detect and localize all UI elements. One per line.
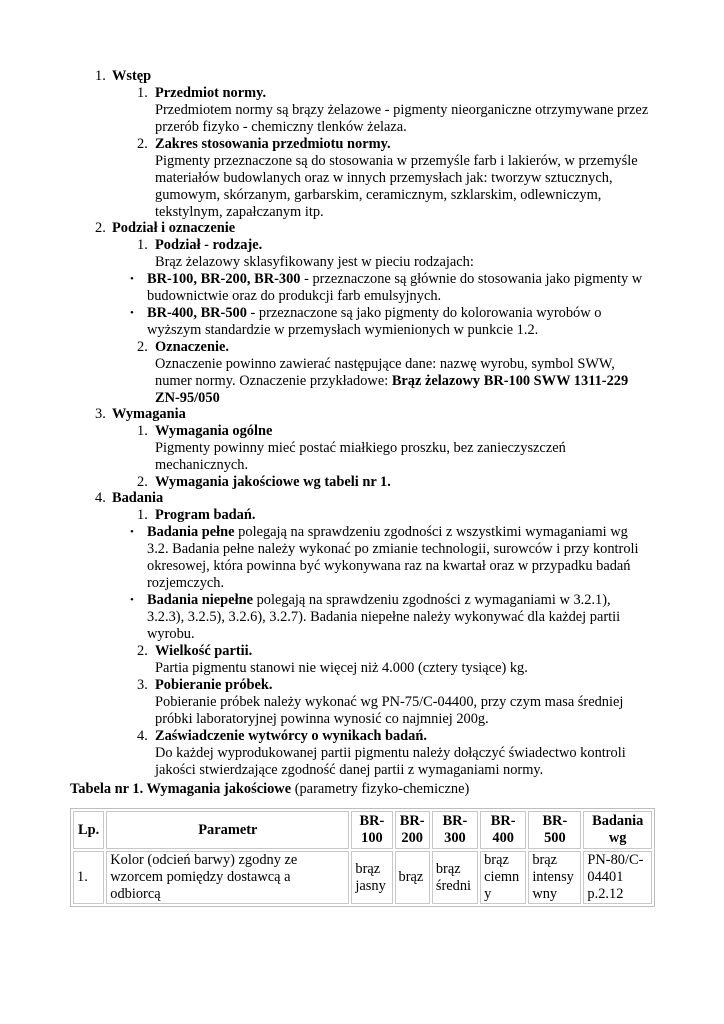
- section-4-2-title: Wielkość partii.: [155, 643, 253, 659]
- section-4-1-number: 1.: [137, 507, 148, 523]
- paragraph-line: Oznaczenie powinno zawierać następujące dane: nazwę wyrobu, symbol SWW,: [155, 356, 615, 372]
- cell-badania: [583, 851, 652, 904]
- bullet-marker: •: [130, 273, 134, 285]
- bullet-marker: •: [130, 526, 134, 538]
- cell-text: brąz: [355, 860, 381, 877]
- section-4-1-title: Program badań.: [155, 507, 256, 523]
- bullet-marker: •: [130, 594, 134, 606]
- paragraph-line: tekstylnym, zapałczanym itp.: [155, 204, 324, 220]
- cell-br-200: brąz: [395, 851, 430, 904]
- bullet-line: [147, 592, 611, 609]
- section-1-title: Wstęp: [112, 68, 152, 84]
- paragraph-line: Partia pigmentu stanowi nie więcej niż 4.000 (cztery tysiące) kg.: [155, 660, 528, 676]
- section-1-2-title: Zakres stosowania przedmiotu normy.: [155, 136, 391, 152]
- bullet-line: [147, 524, 628, 541]
- paragraph-line: Pigmenty przeznaczone są do stosowania w przemyśle farb i lakierów, w przemyśle: [155, 153, 638, 169]
- bullet-line: 3.2. Badania pełne należy wykonać po zmianie technologii, surowców i przy kontroli: [147, 541, 639, 557]
- section-2-number: 2.: [95, 220, 106, 236]
- header-text: 400: [492, 830, 514, 846]
- cell-text: 04401: [587, 869, 624, 885]
- header-text: BR-: [359, 813, 385, 829]
- section-4-4-title: Zaświadczenie wytwórcy o wynikach badań.: [155, 728, 427, 744]
- section-3-1-title: Wymagania ogólne: [155, 423, 273, 439]
- cell-text: wny: [532, 886, 558, 902]
- bullet-line: rozjemczych.: [147, 575, 225, 591]
- paragraph-line: gumowym, skórzanym, garbarskim, ceramicznym, szklarskim, odlewniczym,: [155, 187, 602, 203]
- paragraph-line: Brąz żelazowy sklasyfikowany jest w pieciu rodzajach:: [155, 254, 474, 270]
- cell-text: wzorcem pomiędzy dostawcą a: [110, 869, 291, 885]
- paragraph-text: numer normy. Oznaczenie przykładowe:: [155, 373, 392, 389]
- header-parameter: Parametr: [106, 811, 349, 849]
- bullet-line: wyrobu.: [147, 626, 195, 642]
- cell-text: ciemn: [484, 869, 520, 885]
- cell-text: PN-80/C-: [587, 852, 644, 868]
- cell-text: brąz: [435, 860, 461, 877]
- section-3-2-title: Wymagania jakościowe wg tabeli nr 1.: [155, 474, 391, 490]
- bullet-text: polegają na sprawdzeniu zgodności z wszystkimi wymaganiami wg: [234, 524, 628, 540]
- bullet-line: okresowej, która powinna być wykonywana raz na kwartał oraz w przypadku badań: [147, 558, 631, 574]
- cell-br-100: [351, 851, 392, 904]
- header-br-500: BR-500: [528, 811, 581, 849]
- section-3-2-number: 2.: [137, 474, 148, 490]
- paragraph-line: przerób fizyko - chemiczny tlenków żelaza.: [155, 119, 407, 135]
- header-text: BR-: [399, 813, 425, 829]
- bullet-bold-text: Badania niepełne: [147, 592, 253, 608]
- cell-parameter: [106, 851, 349, 904]
- section-3-number: 3.: [95, 406, 106, 422]
- bullet-line: budownictwie oraz do produkcji farb emulsyjnych.: [147, 288, 442, 304]
- section-4-3-title: Pobieranie próbek.: [155, 677, 273, 693]
- cell-text: Kolor (odcień barwy) zgodny ze: [110, 852, 298, 868]
- section-3-1-number: 1.: [137, 423, 148, 439]
- bullet-line: 3.2.3), 3.2.5), 3.2.6), 3.2.7). Badania niepełne należy wykonywać dla każdej partii: [147, 609, 621, 625]
- section-4-2-number: 2.: [137, 643, 148, 659]
- section-3-title: Wymagania: [112, 406, 186, 422]
- cell-text: jasny: [355, 877, 386, 894]
- section-4-number: 4.: [95, 490, 106, 506]
- table-header-row: [73, 811, 652, 849]
- header-br-400: [480, 811, 526, 849]
- bullet-line: wyższym standardzie w przemysłach wymienionych w punkcie 1.2.: [147, 322, 539, 338]
- section-1-2-number: 2.: [137, 136, 148, 152]
- paragraph-line: Pigmenty powinny mieć postać miałkiego proszku, bez zanieczyszczeń: [155, 440, 566, 456]
- cell-text: odbiorcą: [110, 886, 161, 902]
- section-4-title: Badania: [112, 490, 164, 506]
- header-lp: Lp.: [73, 811, 104, 849]
- table-row: [73, 851, 652, 904]
- paragraph-line: mechanicznych.: [155, 457, 249, 473]
- paragraph-line: Przedmiotem normy są brązy żelazowe - pigmenty nieorganiczne otrzymywane przez: [155, 102, 649, 118]
- requirements-table: [70, 808, 655, 907]
- paragraph-line: Pobieranie próbek należy wykonać wg PN-75/C-04400, przy czym masa średniej: [155, 694, 624, 710]
- cell-br-500: [528, 851, 581, 904]
- cell-text: brąz: [532, 852, 558, 868]
- bullet-line: [147, 305, 601, 322]
- header-text: BR-: [490, 813, 516, 829]
- bullet-marker: •: [130, 307, 134, 319]
- header-badania: [583, 811, 652, 849]
- cell-text: średni: [435, 877, 472, 894]
- paragraph-line: jakości stwierdzające zgodność danej partii z wymaganiami normy.: [155, 762, 544, 778]
- section-4-3-number: 3.: [137, 677, 148, 693]
- header-text: wg: [608, 830, 627, 846]
- header-text: Badania: [592, 813, 644, 829]
- bullet-bold-text: BR-400, BR-500: [147, 305, 247, 321]
- section-1-1-title: Przedmiot normy.: [155, 85, 267, 101]
- header-text: 300: [444, 830, 466, 846]
- cell-text: intensy: [532, 869, 574, 885]
- paragraph-line: próbki laboratoryjnej powinna wynosić co najmniej 200g.: [155, 711, 489, 727]
- header-text: 100: [361, 830, 383, 846]
- section-4-4-number: 4.: [137, 728, 148, 744]
- table-caption-title: Tabela nr 1. Wymagania jakościowe: [70, 781, 292, 797]
- bullet-line: [147, 271, 642, 288]
- section-2-title: Podział i oznaczenie: [112, 220, 236, 236]
- cell-br-400: [480, 851, 526, 904]
- section-1-1-number: 1.: [137, 85, 148, 101]
- bullet-bold-text: Badania pełne: [147, 524, 235, 540]
- section-2-2-title: Oznaczenie.: [155, 339, 229, 355]
- paragraph-line: materiałów budowlanych oraz w innych przemysłach jak: tworzyw sztucznych,: [155, 170, 613, 186]
- paragraph-line: [155, 373, 628, 390]
- cell-text: y: [484, 886, 492, 902]
- header-text: 200: [401, 830, 423, 846]
- designation-example: Brąz żelazowy BR-100 SWW 1311-229: [391, 373, 629, 389]
- cell-text: brąz: [484, 852, 509, 868]
- bullet-text: - przeznaczone są głównie do stosowania jako pigmenty w: [300, 271, 643, 287]
- header-br-100: [351, 811, 392, 849]
- bullet-text: - przeznaczone są jako pigmenty do kolorowania wyrobów o: [246, 305, 602, 321]
- section-2-1-number: 1.: [137, 237, 148, 253]
- table-caption: [70, 781, 469, 798]
- cell-lp: 1.: [73, 851, 104, 904]
- section-2-2-number: 2.: [137, 339, 148, 355]
- designation-example: ZN-95/050: [155, 390, 220, 406]
- section-2-1-title: Podział - rodzaje.: [155, 237, 263, 253]
- bullet-text: polegają na sprawdzeniu zgodności z wymaganiami w 3.2.1),: [252, 592, 611, 608]
- header-br-300: [432, 811, 478, 849]
- section-1-number: 1.: [95, 68, 106, 84]
- paragraph-line: Do każdej wyprodukowanej partii pigmentu należy dołączyć świadectwo kontroli: [155, 745, 626, 761]
- table-caption-note: (parametry fizyko-chemiczne): [291, 781, 470, 797]
- header-br-200: [395, 811, 430, 849]
- bullet-bold-text: BR-100, BR-200, BR-300: [147, 271, 301, 287]
- header-text: BR-: [442, 813, 468, 829]
- cell-br-300: [432, 851, 478, 904]
- cell-text: p.2.12: [587, 886, 624, 902]
